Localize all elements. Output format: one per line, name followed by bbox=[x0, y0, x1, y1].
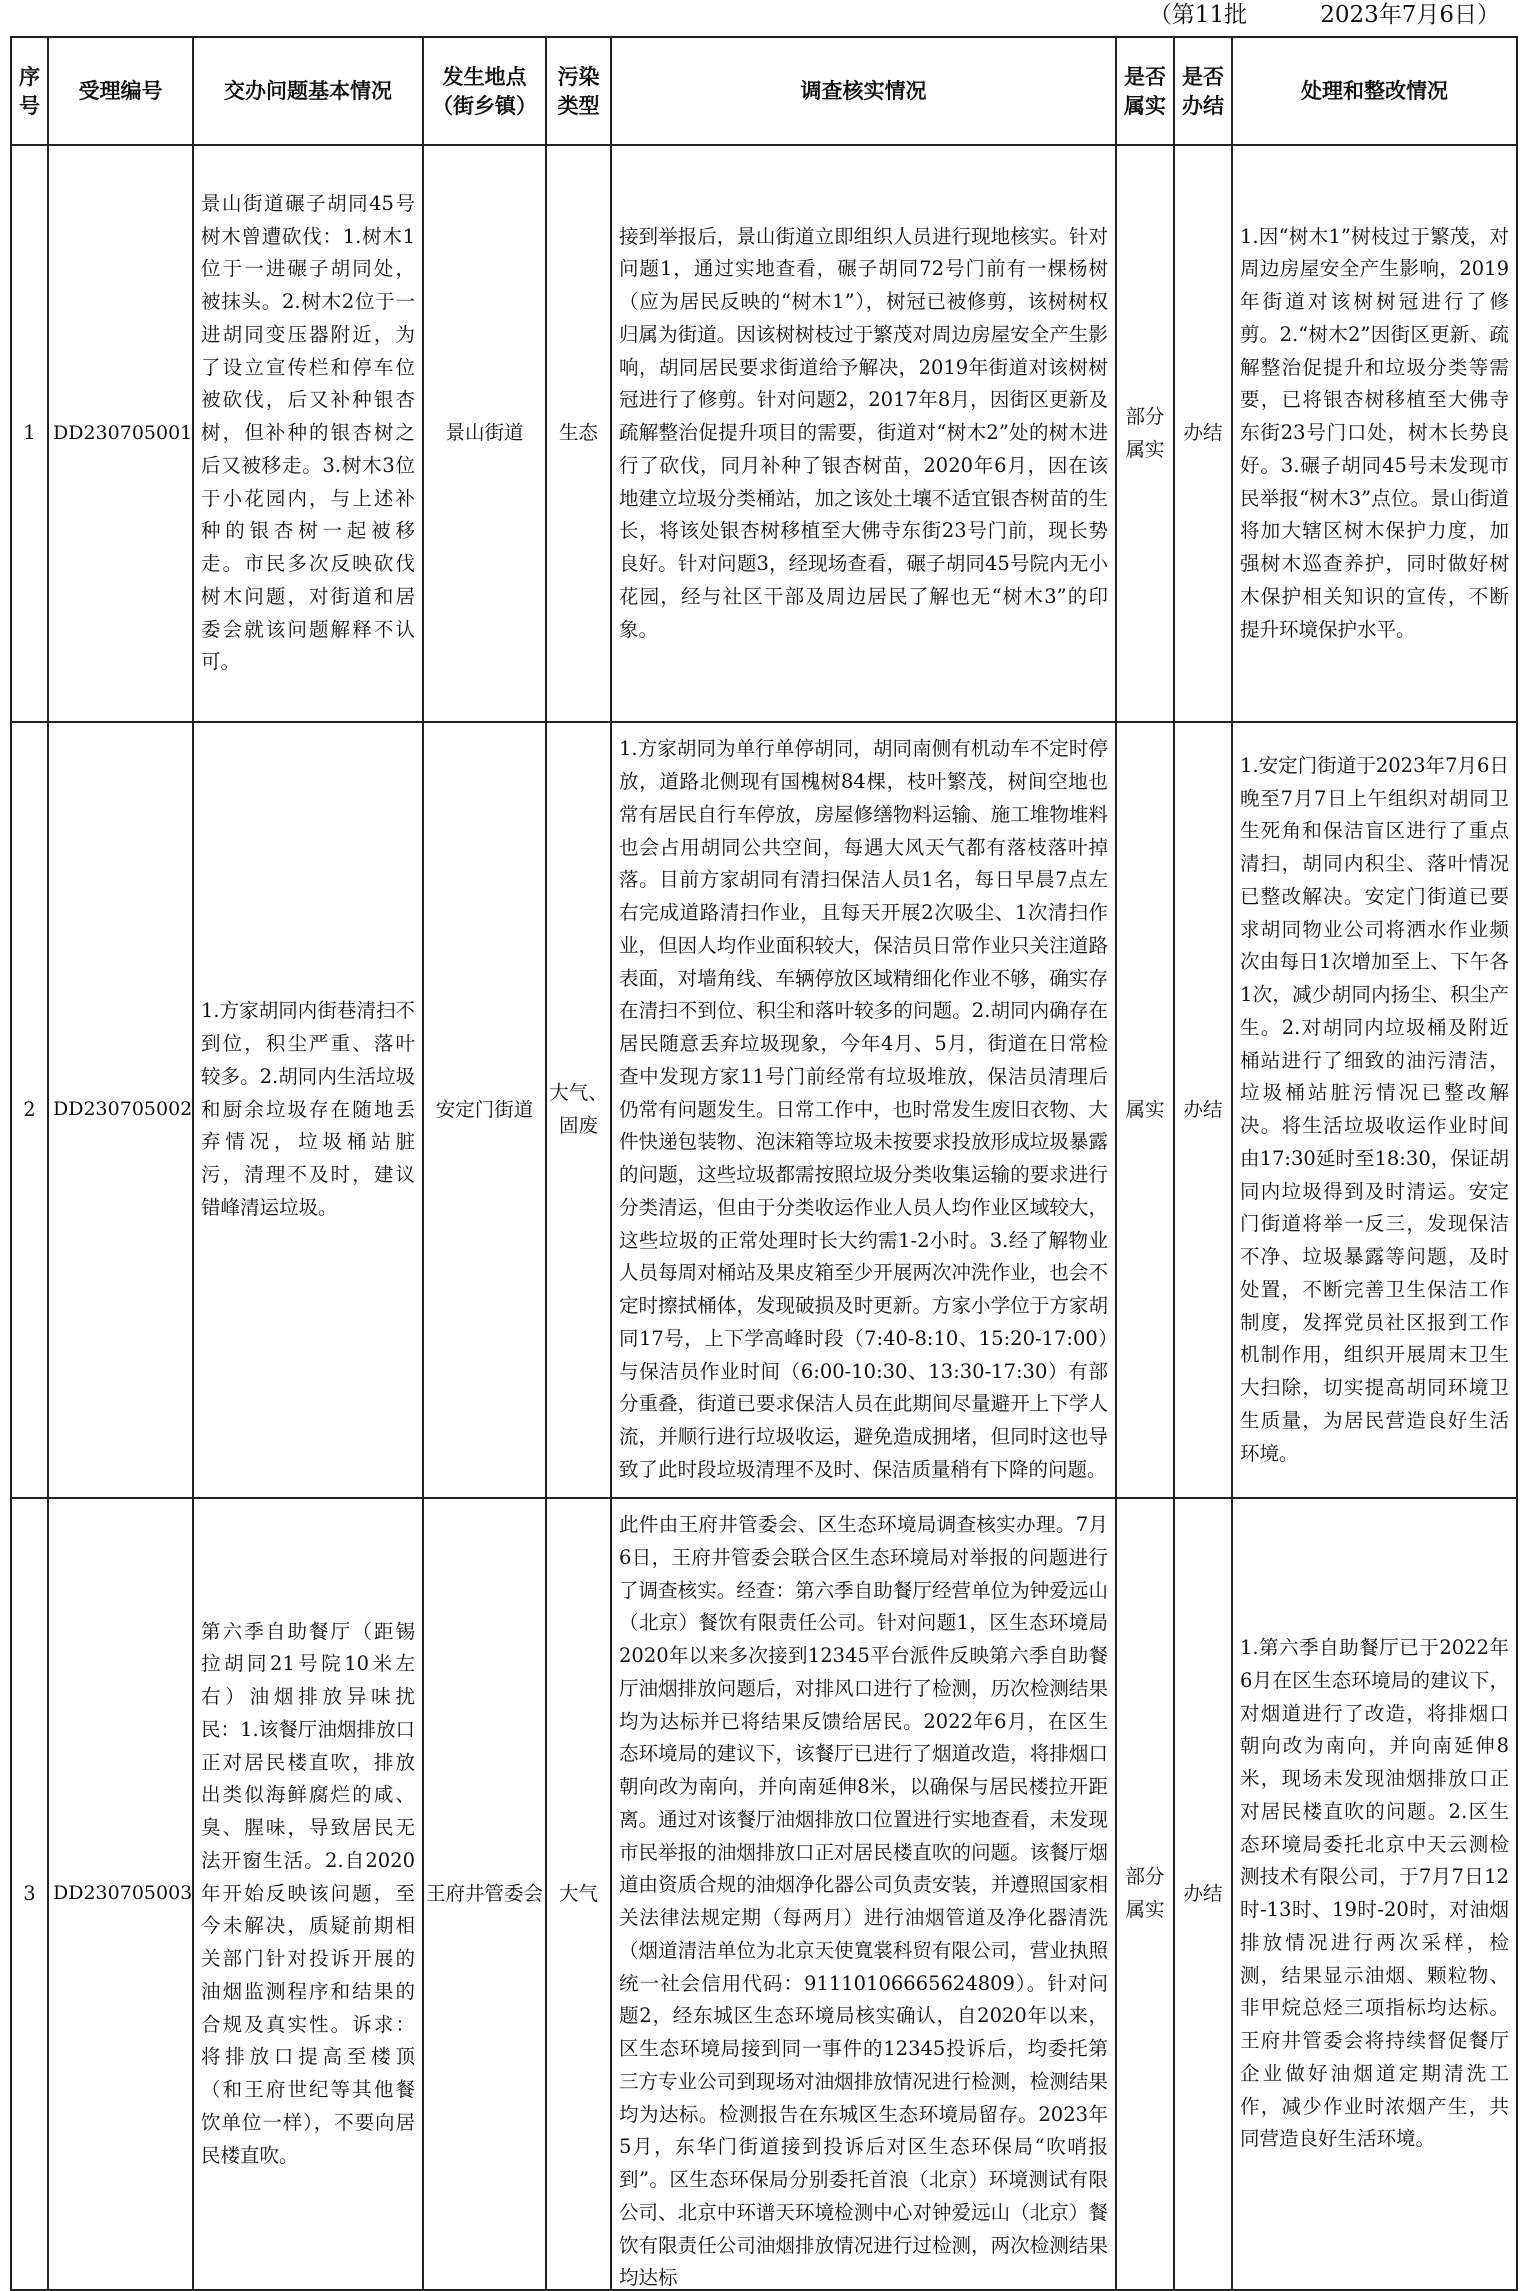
row-seq: 1 bbox=[11, 145, 48, 722]
table-row bbox=[11, 1498, 1517, 2290]
row-code: DD230705002 bbox=[48, 722, 193, 1498]
table-row bbox=[11, 145, 1517, 722]
row-investigation: 接到举报后，景山街道立即组织人员进行现地核实。针对问题1，通过实地查看，碾子胡同72号门前有一棵杨树（应为居民反映的“树木1”），树冠已被修剪，该树树权归属为街道。因该树树枝过于繁茂对周边房屋安全产生影响，胡同居民要求街道给予解决，2019年街道对该树树冠进行了修剪。针对问题2，2017年8月，因街区更新及疏解整治促提升项目的需要，街道对“树木2”处的树木进行了砍伐，同月补种了银杏树苗，2020年6月，因在该地建立垃圾分类桶站，加之该处土壤不适宜银杏树苗的生长，将该处银杏树移植至大佛寺东街23号门前，现长势良好。针对问题3，经现场查看，碾子胡同45号院内无小花园，经与社区干部及周边居民了解也无“树木3”的印象。 bbox=[611, 145, 1116, 722]
col-closed: 是否办结 bbox=[1174, 37, 1232, 145]
row-pollution: 生态 bbox=[546, 145, 611, 722]
row-location: 景山街道 bbox=[423, 145, 546, 722]
col-pollution: 污染类型 bbox=[546, 37, 611, 145]
row-seq: 2 bbox=[11, 722, 48, 1498]
row-location: 王府井管委会 bbox=[423, 1498, 546, 2290]
row-verified: 部分属实 bbox=[1116, 1498, 1174, 2290]
row-handling: 1.因“树木1”树枝过于繁茂，对周边房屋安全产生影响，2019年街道对该树树冠进行了修剪。2.“树木2”因街区更新、疏解整治促提升和垃圾分类等需要，已将银杏树移植至大佛寺东街23号门口处，树木长势良好。3.碾子胡同45号未发现市民举报“树木3”点位。景山街道将加大辖区树木保护力度，加强树木巡查养护，同时做好树木保护相关知识的宣传，不断提升环境保护水平。 bbox=[1232, 145, 1517, 722]
col-handling: 处理和整改情况 bbox=[1232, 37, 1517, 145]
row-investigation-cell bbox=[611, 1498, 1116, 2290]
row-investigation: 此件由王府井管委会、区生态环境局调查核实办理。7月6日，王府井管委会联合区生态环境局对举报的问题进行了调查核实。经查：第六季自助餐厅经营单位为钟爱远山（北京）餐饮有限责任公司。针对问题1，区生态环境局2020年以来多次接到12345平台派件反映第六季自助餐厅油烟排放问题后，对排风口进行了检测，历次检测结果均为达标并已将结果反馈给居民。2022年6月，在区生态环境局的建议下，该餐厅已进行了烟道改造，将排烟口朝向改为南向，并向南延伸8米，以确保与居民楼拉开距离。通过对该餐厅油烟排放口位置进行实地查看，未发现市民举报的油烟排放口正对居民楼直吹的问题。该餐厅烟道由资质合规的油烟净化器公司负责安装，并遵照国家相关法律法规定期（每两月）进行油烟管道及净化器清洗（烟道清洁单位为北京天使寬裳科贸有限公司，营业执照统一社会信用代码：91110106665624809）。针对问题2，经东城区生态环境局核实确认，自2020年以来，区生态环境局接到同一事件的12345投诉后，均委托第三方专业公司到现场对油烟排放情况进行检测，检测结果均为达标。检测报告在东城区生态环境局留存。2023年5月，东华门街道接到投诉后对区生态环保局“吹哨报到”。区生态环保局分别委托首浪（北京）环境测试有限公司、北京中环谱天环境检测中心对钟爱远山（北京）餐饮有限责任公司油烟排放情况进行过检测，两次检测结果均达标 bbox=[619, 1513, 1108, 2289]
complaint-table bbox=[10, 36, 1518, 2291]
row-handling: 1.安定门街道于2023年7月6日晚至7月7日上午组织对胡同卫生死角和保洁盲区进行了重点清扫，胡同内积尘、落叶情况已整改解决。安定门街道已要求胡同物业公司将洒水作业频次由每日1次增加至上、下午各1次，减少胡同内扬尘、积尘产生。2.对胡同内垃圾桶及附近桶站进行了细致的油污清洁，垃圾桶站脏污情况已整改解决。将生活垃圾收运作业时间由17:30延时至18:30，保证胡同内垃圾得到及时清运。安定门街道将举一反三，发现保洁不净、垃圾暴露等问题，及时处置，不断完善卫生保洁工作制度，发挥党员社区报到工作机制作用，组织开展周末卫生大扫除，切实提高胡同环境卫生质量，为居民营造良好生活环境。 bbox=[1232, 722, 1517, 1498]
row-code: DD230705001 bbox=[48, 145, 193, 722]
col-verified: 是否属实 bbox=[1116, 37, 1174, 145]
col-issue: 交办问题基本情况 bbox=[193, 37, 423, 145]
row-closed: 办结 bbox=[1174, 1498, 1232, 2290]
row-issue: 景山街道碾子胡同45号树木曾遭砍伐：1.树木1位于一进碾子胡同处，被抹头。2.树木2位于一进胡同变压器附近，为了设立宣传栏和停车位被砍伐，后又补种银杏树，但补种的银杏树之后又被移走。3.树木3位于小花园内，与上述补种的银杏树一起被移走。市民多次反映砍伐树木问题，对街道和居委会就该问题解释不认可。 bbox=[193, 145, 423, 722]
table-row bbox=[11, 722, 1517, 1498]
row-issue: 1.方家胡同内街巷清扫不到位，积尘严重、落叶较多。2.胡同内生活垃圾和厨余垃圾存在随地丢弃情况，垃圾桶站脏污，清理不及时，建议错峰清运垃圾。 bbox=[193, 722, 423, 1498]
col-code: 受理编号 bbox=[48, 37, 193, 145]
row-closed: 办结 bbox=[1174, 145, 1232, 722]
row-seq: 3 bbox=[11, 1498, 48, 2290]
row-code: DD230705003 bbox=[48, 1498, 193, 2290]
table-header-row bbox=[11, 37, 1517, 145]
row-handling: 1.第六季自助餐厅已于2022年6月在区生态环境局的建议下，对烟道进行了改造，将排烟口朝向改为南向，并向南延伸8米，现场未发现油烟排放口正对居民楼直吹的问题。2.区生态环境局委托北京中天云测检测技术有限公司，于7月7日12时-13时、19时-20时，对油烟排放情况进行两次采样，检测，结果显示油烟、颗粒物、非甲烷总烃三项指标均达标。王府井管委会将持续督促餐厅企业做好油烟道定期清洗工作，减少作业时浓烟产生，共同营造良好生活环境。 bbox=[1232, 1498, 1517, 2290]
row-issue: 第六季自助餐厅（距锡拉胡同21号院10米左右）油烟排放异味扰民：1.该餐厅油烟排放口正对居民楼直吹，排放出类似海鲜腐烂的咸、臭、腥味，导致居民无法开窗生活。2.自2020年开始反映该问题，至今未解决，质疑前期相关部门针对投诉开展的油烟监测程序和结果的合规及真实性。诉求：将排放口提高至楼顶（和王府世纪等其他餐饮单位一样），不要向居民楼直吹。 bbox=[193, 1498, 423, 2290]
col-location: 发生地点（街乡镇） bbox=[423, 37, 546, 145]
row-closed: 办结 bbox=[1174, 722, 1232, 1498]
row-pollution: 大气、固废 bbox=[546, 722, 611, 1498]
row-investigation: 1.方家胡同为单行单停胡同，胡同南侧有机动车不定时停放，道路北侧现有国槐树84棵，枝叶繁茂，树间空地也常有居民自行车停放，房屋修缮物料运输、施工堆物堆料也会占用胡同公共空间，每遇大风天气都有落枝落叶掉落。目前方家胡同有清扫保洁人员1名，每日早晨7点左右完成道路清扫作业，且每天开展2次吸尘、1次清扫作业，但因人均作业面积较大，保洁员日常作业只关注道路表面，对墙角线、车辆停放区域精细化作业不够，确实存在清扫不到位、积尘和落叶较多的问题。2.胡同内确存在居民随意丢弃垃圾现象，今年4月、5月，街道在日常检查中发现方家11号门前经常有垃圾堆放，保洁员清理后仍常有问题发生。日常工作中，也时常发生废旧衣物、大件快递包装物、泡沫箱等垃圾未按要求投放形成垃圾暴露的问题，这些垃圾都需按照垃圾分类收集运输的要求进行分类清运，但由于分类收运作业人员人均作业区域较大，这些垃圾的正常处理时长大约需1-2小时。3.经了解物业人员每周对桶站及果皮箱至少开展两次冲洗作业，也会不定时擦拭桶体，发现破损及时更新。方家小学位于方家胡同17号，上下学高峰时段（7:40-8:10、15:20-17:00）与保洁员作业时间（6:00-10:30、13:30-17:30）有部分重叠，街道已要求保洁人员在此期间尽量避开上下学人流，并顺行进行垃圾收运，避免造成拥堵，但同时这也导致了此时段垃圾清理不及时、保洁质量稍有下降的问题。 bbox=[611, 722, 1116, 1498]
col-investigation: 调查核实情况 bbox=[611, 37, 1116, 145]
col-seq: 序号 bbox=[11, 37, 48, 145]
row-location: 安定门街道 bbox=[423, 722, 546, 1498]
batch-date-header: （第11批 2023年7月6日） bbox=[1148, 2, 1500, 28]
row-pollution: 大气 bbox=[546, 1498, 611, 2290]
row-verified: 部分属实 bbox=[1116, 145, 1174, 722]
row-verified: 属实 bbox=[1116, 722, 1174, 1498]
